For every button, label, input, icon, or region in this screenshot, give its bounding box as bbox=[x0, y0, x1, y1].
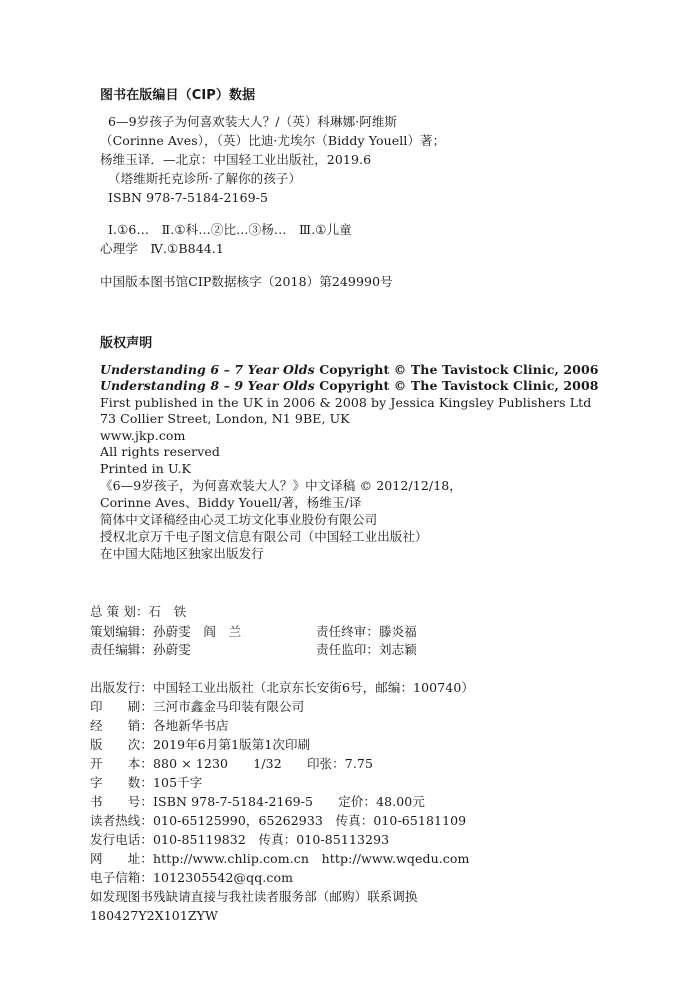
cip-title-line: 6—9岁孩子为何喜欢装大人？/（英）科琳娜·阿维斯 bbox=[108, 114, 398, 129]
distributor-line: 经 销：各地新华书店 bbox=[90, 718, 229, 733]
original-title-1: Understanding 6 – 7 Year Olds bbox=[100, 362, 315, 377]
cip-heading: 图书在版编目（CIP）数据 bbox=[100, 88, 256, 103]
planning-editor-line: 策划编辑：孙蔚雯 阎 兰 bbox=[90, 624, 242, 639]
notice-line: 如发现图书残缺请直接与我社读者服务部（邮购）联系调换 bbox=[90, 889, 418, 904]
cip-number-line: 中国版本图书馆CIP数据核字（2018）第249990号 bbox=[100, 274, 393, 289]
sales-phone-line: 发行电话：010-85119832 传真：010-85113293 bbox=[90, 832, 390, 847]
email-line: 电子信箱：1012305542@qq.com bbox=[90, 870, 294, 885]
publisher-line: 出版发行：中国轻工业出版社（北京东长安街6号，邮编：100740） bbox=[90, 680, 474, 695]
copyright-notice-1: Copyright © The Tavistock Clinic, 2006 bbox=[314, 362, 599, 377]
cip-publisher-line: 杨维玉译．—北京：中国轻工业出版社，2019.6 bbox=[100, 152, 372, 167]
reader-hotline-line: 读者热线：010-65125990，65262933 传真：010-65181109 bbox=[90, 813, 467, 828]
license-line-1: 简体中文译稿经由心灵工坊文化事业股份有限公司 bbox=[100, 512, 378, 527]
publisher-website-line: www.jkp.com bbox=[100, 428, 186, 443]
cip-isbn-line: ISBN 978-7-5184-2169-5 bbox=[108, 190, 269, 205]
print-supervisor-line: 责任监印：刘志颖 bbox=[316, 642, 417, 657]
cip-classification-line-2: 心理学 Ⅳ.①B844.1 bbox=[100, 241, 224, 256]
isbn-price-line: 书 号：ISBN 978-7-5184-2169-5 定价：48.00元 bbox=[90, 794, 425, 809]
website-line: 网 址：http://www.chlip.com.cn http://www.wqedu.com bbox=[90, 851, 470, 866]
word-count-line: 字 数：105千字 bbox=[90, 775, 203, 790]
final-reviewer-line: 责任终审：滕炎福 bbox=[316, 624, 417, 639]
printer-line: 印 刷：三河市鑫金马印装有限公司 bbox=[90, 699, 305, 714]
book-code-line: 180427Y2X101ZYW bbox=[90, 908, 218, 923]
first-published-line: First published in the UK in 2006 & 2008 by Jessica Kingsley Publishers Ltd bbox=[100, 395, 592, 410]
responsible-editor-line: 责任编辑：孙蔚雯 bbox=[90, 642, 191, 657]
license-line-2: 授权北京万千电子图文信息有限公司（中国轻工业出版社） bbox=[100, 529, 428, 544]
cip-classification-line-1: Ⅰ.①6… Ⅱ.①科…②比…③杨… Ⅲ.①儿童 bbox=[108, 222, 352, 237]
original-title-2: Understanding 8 – 9 Year Olds bbox=[100, 378, 315, 393]
translation-credit-line: Corinne Aves、Biddy Youell/著，杨维玉/译 bbox=[100, 495, 362, 510]
format-line: 开 本：880 × 1230 1/32 印张：7.75 bbox=[90, 756, 373, 771]
cip-author-line: （Corinne Aves），（英）比迪·尤埃尔（Biddy Youell）著； bbox=[100, 133, 446, 148]
edition-line: 版 次：2019年6月第1版第1次印刷 bbox=[90, 737, 311, 752]
planner-line: 总 策 划：石 铁 bbox=[90, 604, 187, 619]
chinese-translation-line: 《6—9岁孩子，为何喜欢装大人？》中文译稿 © 2012/12/18， bbox=[100, 478, 462, 493]
copyright-line-1 bbox=[100, 362, 599, 377]
copyright-heading: 版权声明 bbox=[100, 336, 153, 351]
publisher-address-line: 73 Collier Street, London, N1 9BE, UK bbox=[100, 411, 350, 426]
printed-in-line: Printed in U.K bbox=[100, 461, 191, 476]
copyright-notice-2: Copyright © The Tavistock Clinic, 2008 bbox=[314, 378, 599, 393]
rights-reserved-line: All rights reserved bbox=[100, 444, 220, 459]
cip-series-line: （塔维斯托克诊所·了解你的孩子） bbox=[108, 171, 302, 186]
copyright-line-2 bbox=[100, 378, 599, 393]
license-line-3: 在中国大陆地区独家出版发行 bbox=[100, 546, 264, 561]
